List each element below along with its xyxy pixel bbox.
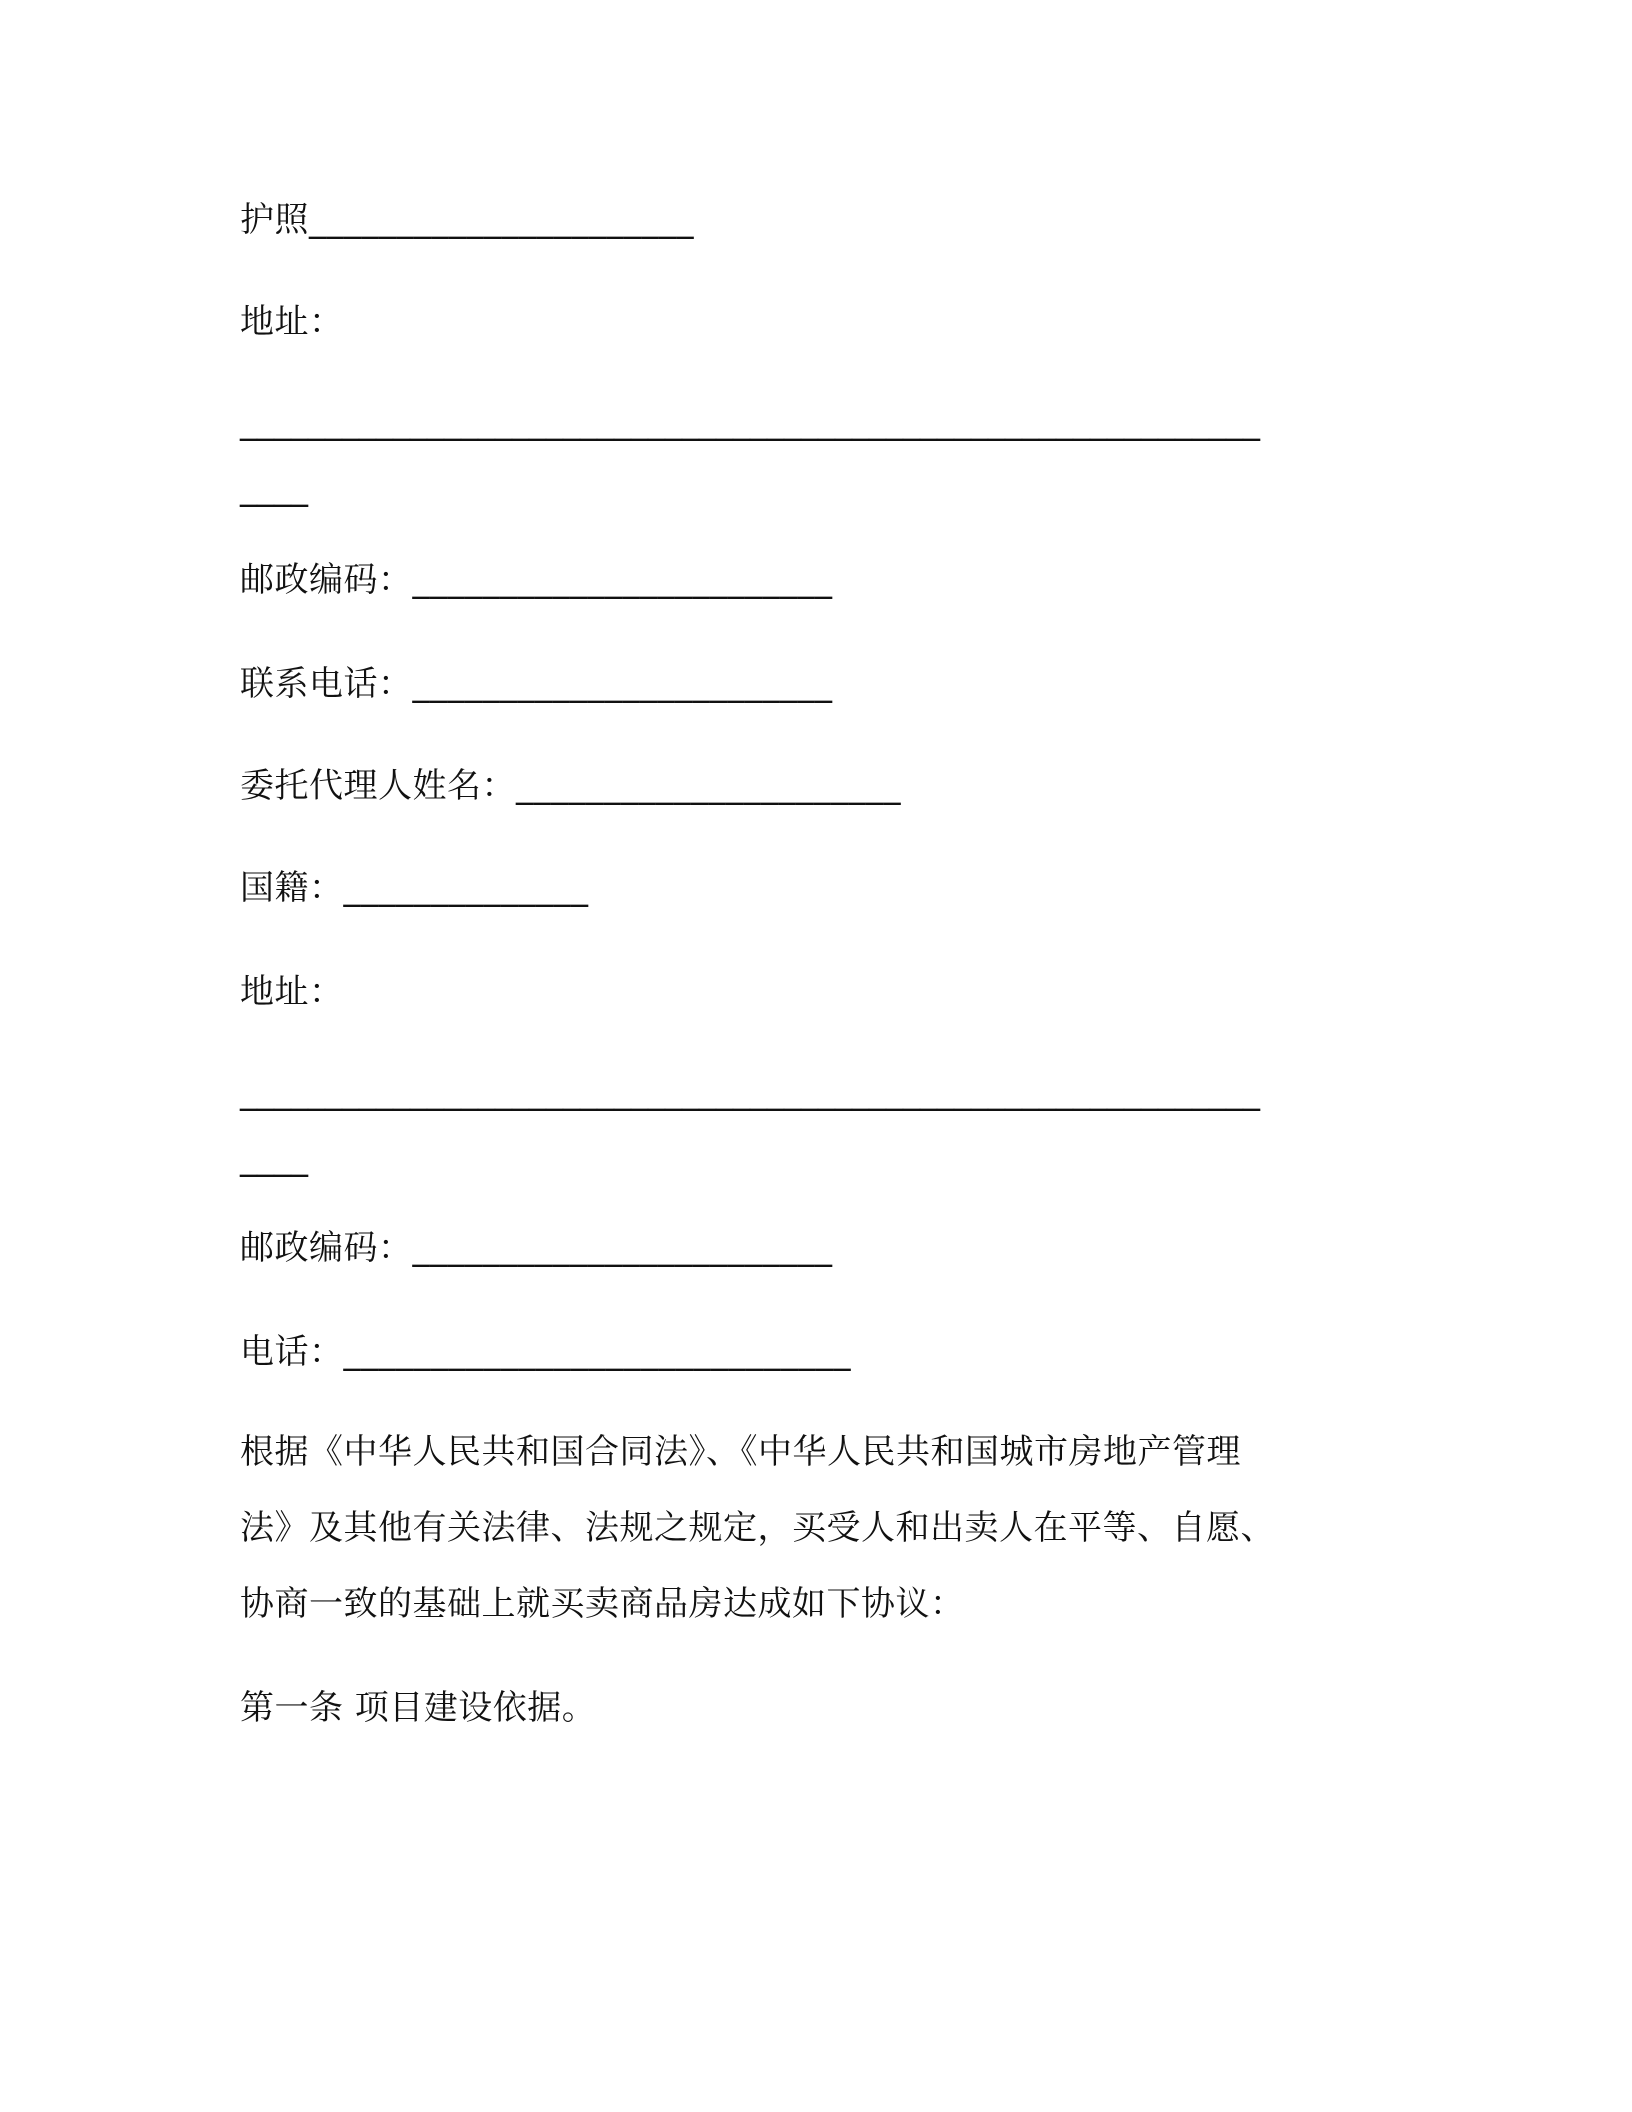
postcode-line-2: 邮政编码：________________________: [240, 1228, 833, 1268]
passport-line: 护照______________________: [240, 200, 694, 240]
preamble-line-3: 协商一致的基础上就买卖商品房达成如下协议：: [240, 1584, 965, 1624]
nationality-line: 国籍：______________: [240, 868, 589, 908]
phone-line-2: 电话：_____________________________: [240, 1332, 851, 1372]
address-blank-line-1: ____________________________________________________________: [240, 402, 1260, 442]
address-blank-line-2: ____________________________________________________________: [240, 1072, 1260, 1112]
preamble-line-2: 法》及其他有关法律、法规之规定，买受人和出卖人在平等、自愿、: [240, 1508, 1275, 1548]
address-blank-line-2b: ____: [240, 1138, 308, 1178]
postcode-line-1: 邮政编码：________________________: [240, 560, 833, 600]
contact-phone-line: 联系电话：________________________: [240, 664, 833, 704]
address-label-1: 地址：: [240, 302, 344, 342]
preamble-line-1: 根据《中华人民共和国合同法》、《中华人民共和国城市房地产管理: [240, 1432, 1241, 1472]
address-blank-line-1b: ____: [240, 468, 308, 508]
article-1-heading: 第一条 项目建设依据。: [240, 1688, 597, 1728]
address-label-2: 地址：: [240, 972, 344, 1012]
agent-name-line: 委托代理人姓名：______________________: [240, 766, 901, 806]
